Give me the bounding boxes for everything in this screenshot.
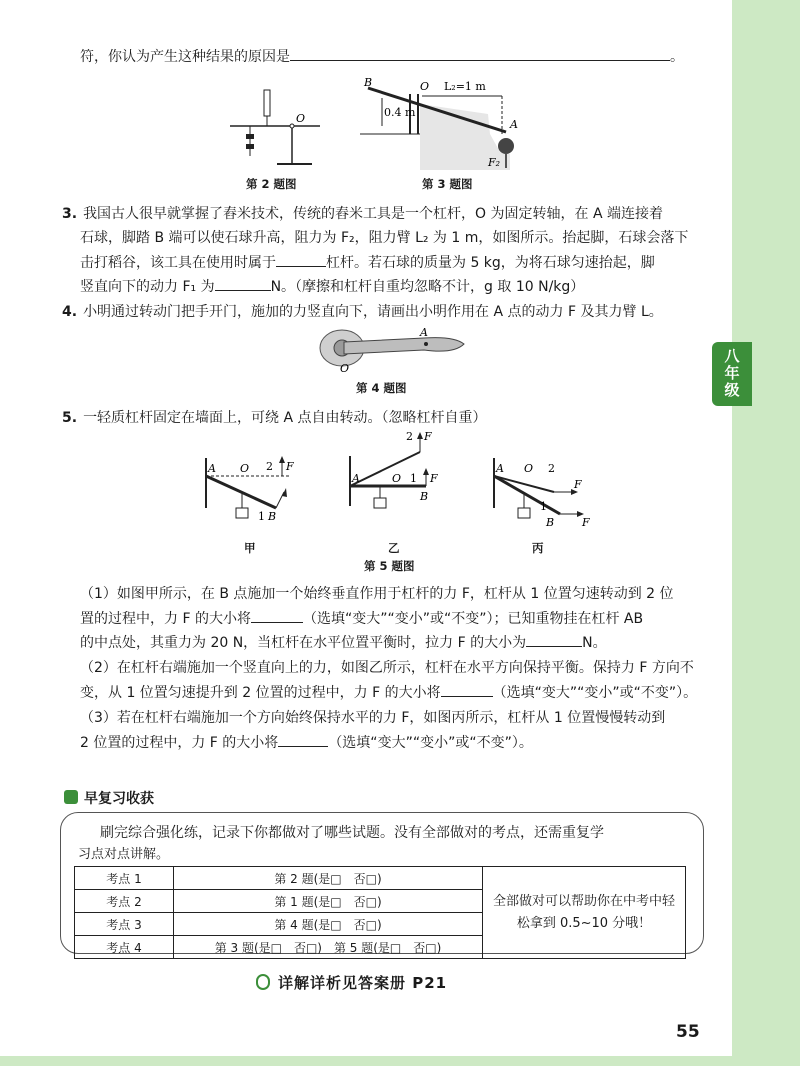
q5-p3-line-2	[80, 732, 533, 753]
figure-3	[360, 74, 520, 174]
q5-p1-line-3	[80, 632, 607, 653]
table-row	[75, 867, 686, 890]
review-intro-1: 刷完综合强化练，记录下你都做对了哪些试题。没有全部做对的考点，还需重复学	[100, 825, 604, 841]
fig4-caption: 第 4 题图	[356, 381, 407, 395]
gift-icon	[64, 790, 78, 804]
q3-line-1	[62, 204, 663, 224]
review-items[interactable]: 第 2 题(是□ 否□)	[174, 867, 483, 890]
fig5-jia-label-b: B	[268, 510, 277, 523]
fig5-bing-label-b: B	[546, 516, 555, 529]
q5-p3-line-1: （3）若在杠杆右端施加一个方向始终保持水平的力 F，如图丙所示，杠杆从 1 位置慢慢转动到	[80, 710, 666, 726]
q2-tail-line	[80, 46, 684, 67]
fig3-label-a: A	[510, 118, 518, 131]
fig5-bing-label-a: A	[496, 462, 504, 475]
fig5-jia-label-o: O	[240, 462, 250, 475]
figure-5-yi	[340, 426, 450, 534]
q5-text: 变，从 1 位置匀速提升到 2 位置的过程中，力 F 的大小将	[80, 685, 441, 701]
q3-answer-blank-force[interactable]	[215, 276, 271, 291]
fig3-caption: 第 3 题图	[422, 177, 473, 191]
review-note-line: 松拿到 0.5~10 分哦！	[516, 915, 652, 931]
q5-p1-line-2	[80, 608, 643, 629]
q5-text: 一轻质杠杆固定在墙面上，可绕 A 点自由转动。（忽略杠杆自重）	[83, 410, 487, 426]
figure-5-bing	[484, 448, 594, 534]
q3-text: 杠杆。若石球的质量为 5 kg，为将石球匀速抬起，脚	[326, 255, 655, 271]
q5-text: 2 位置的过程中，力 F 的大小将	[80, 735, 279, 751]
review-point: 考点 2	[75, 890, 174, 913]
q3-text: N。（摩擦和杠杆自重均忽略不计，g 取 10 N/kg）	[270, 279, 585, 295]
fig5-yi-label-f: F	[430, 472, 438, 485]
fig5-caption: 第 5 题图	[364, 559, 415, 573]
q3-number: 3.	[62, 206, 78, 222]
grade-tab-char: 年	[724, 364, 740, 382]
figure-5-jia	[196, 448, 306, 534]
review-intro-2: 习点对点讲解。	[78, 847, 170, 862]
review-note	[483, 867, 686, 959]
q3-line-2: 石球，脚踏 B 端可以使石球升高，阻力为 F₂，阻力臂 L₂ 为 1 m，如图所示。抬起脚，石球会落下	[80, 230, 689, 246]
fig5-jia-label-1: 1	[258, 510, 265, 523]
q2-tail-text: 符，你认为产生这种结果的原因是	[80, 49, 290, 65]
fig5-jia-label-f: F	[286, 460, 294, 473]
q5-text: 的中点处，其重力为 20 N，当杠杆在水平位置平衡时，拉力 F 的大小为	[80, 635, 527, 651]
section-title: 早复习收获	[84, 791, 154, 807]
q5-p2-line-2	[80, 682, 697, 703]
q4-number: 4.	[62, 304, 78, 320]
grade-tab	[712, 342, 752, 406]
fig5-yi-label-o: O	[392, 472, 402, 485]
fig5-yi-label-1: 1	[410, 472, 417, 485]
fig5-sub-yi: 乙	[388, 541, 400, 555]
q3-text: 我国古人很早就掌握了舂米技术，传统的舂米工具是一个杠杆，O 为固定转轴，在 A 端连接着	[83, 206, 664, 222]
fig3-label-o: O	[420, 80, 430, 93]
fig5-bing-label-1: 1	[540, 500, 547, 513]
q4-text: 小明通过转动门把手开门，施加的力竖直向下，请画出小明作用在 A 点的动力 F 及其力臂 L。	[83, 304, 663, 320]
page-number: 55	[676, 1022, 700, 1042]
review-point: 考点 4	[75, 936, 174, 959]
fig5-yi-label-a: A	[352, 472, 360, 485]
q5-p2-answer-blank[interactable]	[441, 682, 493, 697]
fig5-bing-label-f: F	[582, 516, 590, 529]
q3-text: 击打稻谷，该工具在使用时属于	[80, 255, 276, 271]
review-note-line: 全部做对可以帮助你在中考中轻	[492, 893, 675, 909]
grade-tab-char: 八	[724, 347, 740, 365]
q3-line-3	[80, 252, 655, 273]
fig3-label-l2: L₂=1 m	[444, 80, 486, 93]
fig5-bing-label-2: 2	[548, 462, 555, 475]
review-point: 考点 3	[75, 913, 174, 936]
q5-p1-answer-blank-2[interactable]	[526, 632, 582, 647]
grade-tab-char: 级	[724, 381, 740, 399]
q5-text: （选填“变大”“变小”或“不变”）。	[492, 685, 698, 701]
q2-answer-blank[interactable]	[290, 46, 670, 61]
fig5-yi-label-f-top: F	[424, 430, 432, 443]
q3-text: 竖直向下的动力 F₁ 为	[80, 279, 215, 295]
fig5-jia-label-a: A	[208, 462, 216, 475]
q3-answer-blank-type[interactable]	[276, 252, 326, 267]
q5-p2-line-1: （2）在杠杆右端施加一个竖直向上的力，如图乙所示，杠杆在水平方向保持平衡。保持力 F 方向不	[80, 660, 694, 676]
q2-period: 。	[670, 49, 684, 65]
fig3-label-b: B	[364, 76, 373, 89]
fig3-label-f2: F₂	[488, 156, 501, 169]
fig5-sub-bing: 丙	[532, 541, 544, 555]
fig5-bing-label-f-top: F	[574, 478, 582, 491]
q5-p3-answer-blank[interactable]	[278, 732, 328, 747]
fig4-label-a: A	[420, 326, 428, 339]
fig5-sub-jia: 甲	[244, 541, 256, 555]
fig4-label-o: O	[340, 362, 350, 374]
fig5-yi-label-2: 2	[406, 430, 413, 443]
q5-text: （选填“变大”“变小”或“不变”）；已知重物挂在杠杆 AB	[302, 611, 644, 627]
fig2-caption: 第 2 题图	[246, 177, 297, 191]
q4-line-1	[62, 302, 663, 322]
q5-text: 置的过程中，力 F 的大小将	[80, 611, 251, 627]
q3-line-4	[80, 276, 584, 297]
figure-2	[222, 84, 322, 174]
right-margin-band	[732, 0, 800, 1066]
q5-line-1	[62, 408, 487, 428]
review-point: 考点 1	[75, 867, 174, 890]
fig3-label-h: 0.4 m	[384, 106, 416, 119]
review-items[interactable]: 第 1 题(是□ 否□)	[174, 890, 483, 913]
q5-text: N。	[582, 635, 607, 651]
fig2-label-o: O	[296, 112, 306, 125]
q5-number: 5.	[62, 410, 78, 426]
q5-p1-answer-blank-1[interactable]	[251, 608, 303, 623]
q5-p1-line-1: （1）如图甲所示，在 B 点施加一个始终垂直作用于杠杆的力 F，杠杆从 1 位置匀速转动到 2 位	[80, 586, 674, 602]
review-items[interactable]: 第 3 题(是□ 否□) 第 5 题(是□ 否□)	[174, 936, 483, 959]
bottom-margin-band	[0, 1056, 800, 1066]
footer-answer-reference: 详解详析见答案册 P21	[278, 974, 448, 992]
fig5-yi-label-b: B	[420, 490, 429, 503]
fig5-bing-label-o: O	[524, 462, 534, 475]
q5-text: （选填“变大”“变小”或“不变”）。	[328, 735, 533, 751]
figure-4-door-handle	[314, 324, 474, 374]
review-items[interactable]: 第 4 题(是□ 否□)	[174, 913, 483, 936]
fig5-jia-label-2: 2	[266, 460, 273, 473]
paperclip-icon	[256, 974, 270, 990]
review-table	[74, 866, 686, 959]
